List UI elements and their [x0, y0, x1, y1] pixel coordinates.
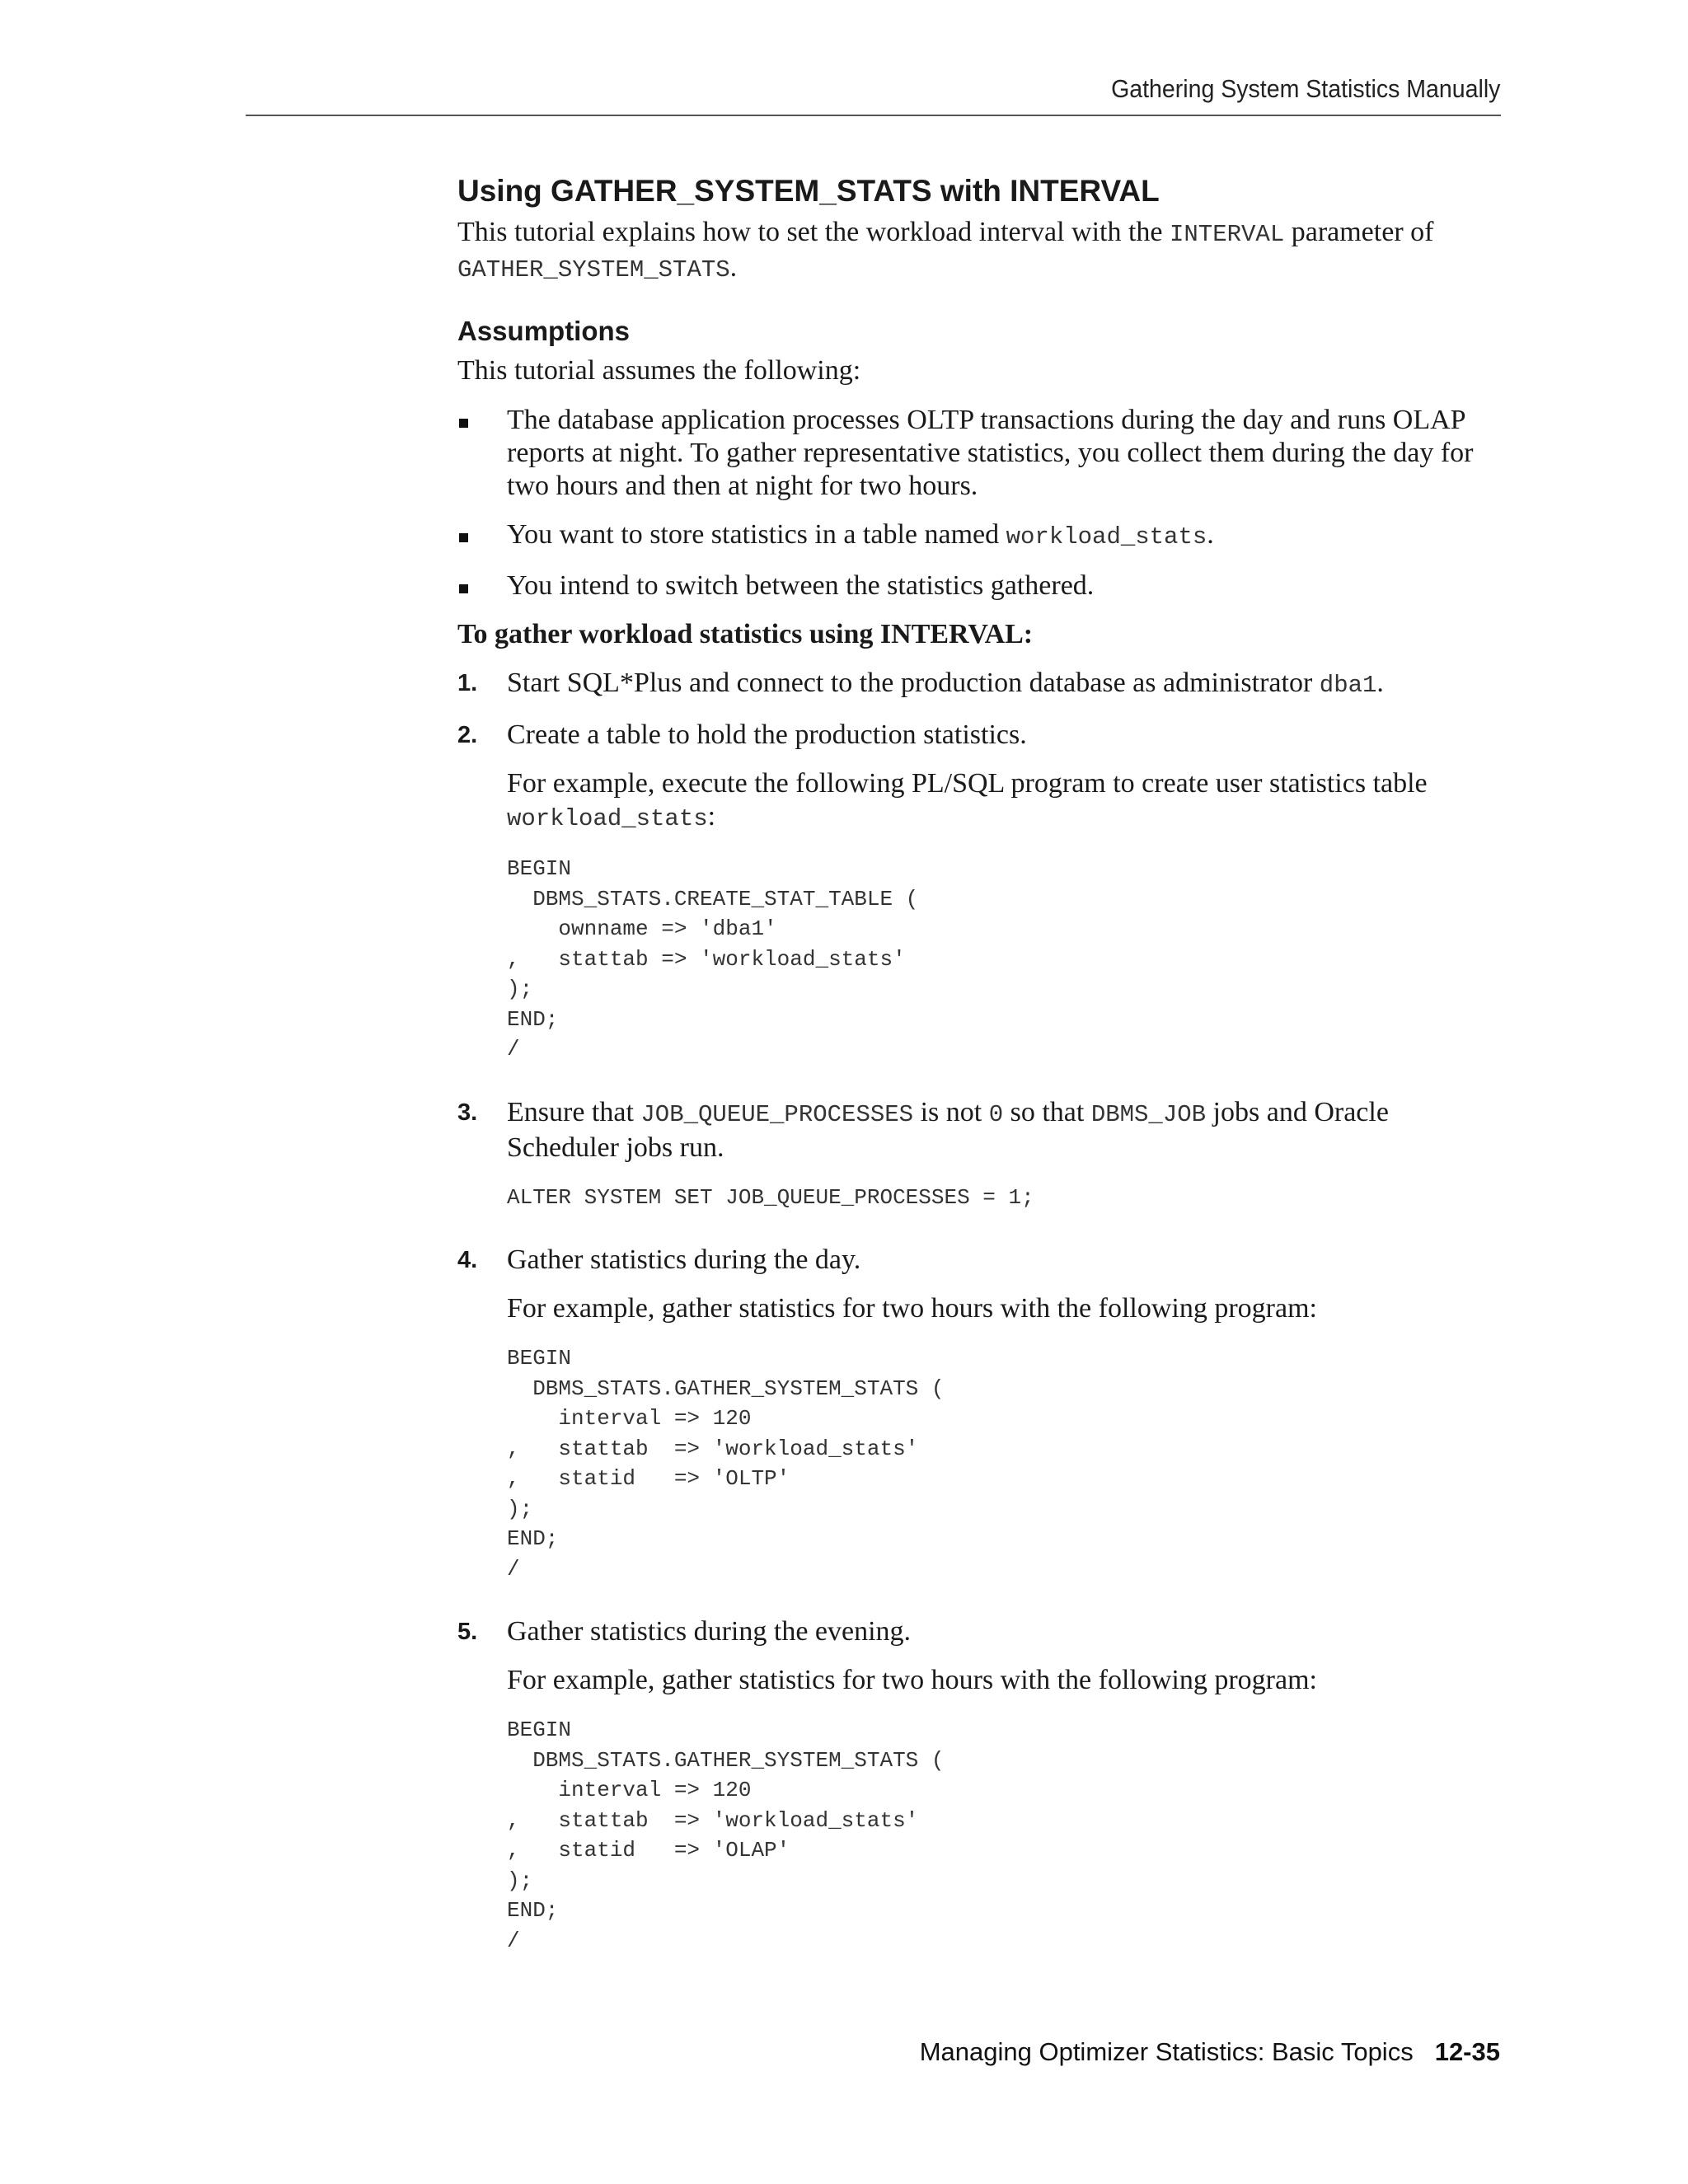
step-number: 1. [457, 670, 478, 696]
procedure-title: To gather workload statistics using INTERVAL: [457, 619, 1034, 649]
step-text: Gather statistics during the evening. [507, 1616, 912, 1647]
inline-code: dba1 [1319, 672, 1377, 699]
assumptions-list [457, 404, 1504, 602]
step-detail: For example, gather statistics for two hours with the following program: [507, 1293, 1317, 1324]
bullet-icon [459, 533, 468, 542]
step-text: Gather statistics during the day. [507, 1244, 861, 1275]
step-2 [457, 719, 1504, 1080]
list-item: The database application processes OLTP transactions during the day and runs OLAP reports at night. To gather representative statistics, you collect them during the day for two hours and then at night for two hours. [457, 404, 1504, 503]
step-4 [457, 1244, 1504, 1599]
step-number: 5. [457, 1619, 478, 1645]
step-detail: For example, gather statistics for two hours with the following program: [507, 1665, 1317, 1695]
step-1: 1. Start SQL*Plus and connect to the production database as administrator dba1. [457, 668, 1384, 699]
step-number: 3. [457, 1099, 478, 1126]
code-block: BEGIN DBMS_STATS.GATHER_SYSTEM_STATS ( interval => 120 , stattab => 'workload_stats' , statid => 'OLAP' ); END; / [507, 1718, 945, 1953]
code-block: BEGIN DBMS_STATS.GATHER_SYSTEM_STATS ( interval => 120 , stattab => 'workload_stats' , statid => 'OLTP' ); END; / [507, 1346, 945, 1582]
inline-code: workload_stats [507, 805, 708, 832]
step-3: 3. Ensure that JOB_QUEUE_PROCESSES is not 0 so that DBMS_JOB jobs and Oracle Scheduler jobs run. ALTER SYSTEM SET JOB_QUEUE_PROCESSES = 1; [457, 1096, 1504, 1228]
step-number: 4. [457, 1247, 478, 1273]
procedure-steps [457, 667, 1504, 1956]
step-number: 2. [457, 722, 478, 748]
inline-code: INTERVAL [1170, 221, 1285, 248]
step-text: Create a table to hold the production statistics. [507, 719, 1027, 750]
page-content [457, 171, 1504, 1972]
running-header: Gathering System Statistics Manually [1110, 74, 1500, 103]
step-5 [457, 1615, 1504, 1956]
inline-code: 0 [988, 1100, 1004, 1128]
list-item: You want to store statistics in a table named workload_stats. [457, 518, 1504, 554]
page-footer [920, 2037, 1500, 2067]
assumptions-lead: This tutorial assumes the following: [457, 355, 861, 386]
assumptions-heading: Assumptions [457, 316, 631, 346]
intro-paragraph: This tutorial explains how to set the workload interval with the INTERVAL parameter of GATHER_SYSTEM_STATS. [457, 217, 1434, 284]
page-number: 12-35 [1434, 2037, 1500, 2066]
footer-book-title: Managing Optimizer Statistics: Basic Topics [919, 2037, 1414, 2066]
code-block: BEGIN DBMS_STATS.CREATE_STAT_TABLE ( ownname => 'dba1' , stattab => 'workload_stats' ); END; / [507, 856, 919, 1062]
bullet-icon [459, 584, 468, 593]
inline-code: workload_stats [1006, 523, 1207, 551]
inline-code: GATHER_SYSTEM_STATS [457, 256, 730, 284]
inline-code: JOB_QUEUE_PROCESSES [640, 1100, 914, 1128]
code-block: ALTER SYSTEM SET JOB_QUEUE_PROCESSES = 1; [507, 1184, 1034, 1210]
step-detail: For example, execute the following PL/SQL program to create user statistics table workload_stats: [507, 768, 1428, 832]
bullet-icon [459, 419, 468, 428]
inline-code: DBMS_JOB [1090, 1100, 1207, 1128]
list-item: You intend to switch between the statistics gathered. [457, 569, 1504, 602]
header-rule [246, 115, 1501, 116]
section-title: Using GATHER_SYSTEM_STATS with INTERVAL [457, 174, 1160, 208]
